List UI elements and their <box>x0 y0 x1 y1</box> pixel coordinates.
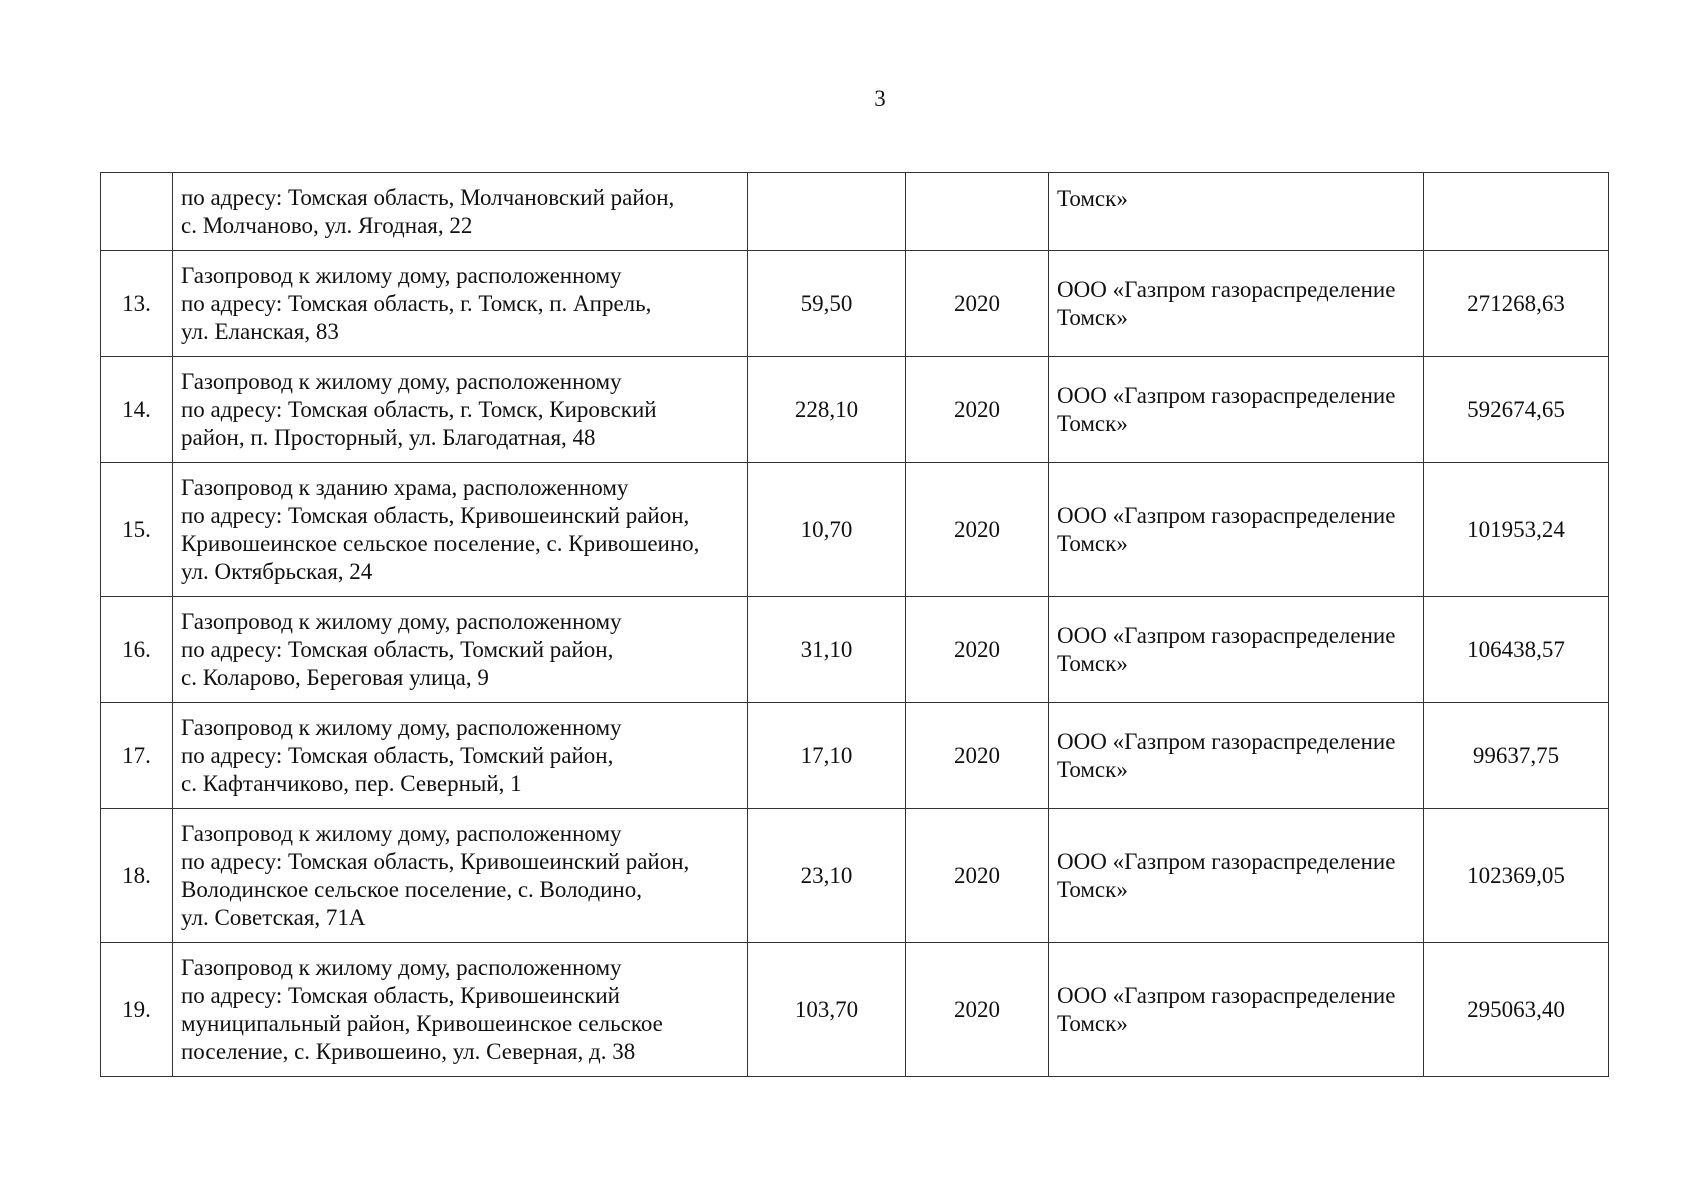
object-name-line: Володинское сельское поселение, с. Володино, <box>181 876 642 902</box>
page-number: 3 <box>874 86 886 111</box>
object-name-cell <box>173 463 748 597</box>
organization-cell <box>1049 251 1424 357</box>
year-cell: 2020 <box>906 251 1049 357</box>
cost-cell: 102369,05 <box>1424 809 1609 943</box>
object-name-line: поселение, с. Кривошеино, ул. Северная, д. 38 <box>181 1038 636 1064</box>
length-cell: 31,10 <box>748 597 906 703</box>
object-name-line: Газопровод к жилому дому, расположенному <box>181 368 622 394</box>
year-cell: 2020 <box>906 463 1049 597</box>
year-cell: 2020 <box>906 943 1049 1077</box>
table-row <box>101 943 1609 1077</box>
length-cell: 103,70 <box>748 943 906 1077</box>
object-name-line: с. Коларово, Береговая улица, 9 <box>181 664 489 690</box>
organization-line: Томск» <box>1057 530 1128 556</box>
object-name-cell <box>173 943 748 1077</box>
organization-line: ООО «Газпром газораспределение <box>1057 622 1396 648</box>
table-row <box>101 357 1609 463</box>
cost-cell: 101953,24 <box>1424 463 1609 597</box>
object-name-cell <box>173 251 748 357</box>
organization-line: ООО «Газпром газораспределение <box>1057 382 1396 408</box>
object-name-line: по адресу: Томская область, Кривошеинский район, <box>181 502 690 528</box>
length-cell: 59,50 <box>748 251 906 357</box>
row-number-cell: 19. <box>101 943 173 1077</box>
cost-cell: 295063,40 <box>1424 943 1609 1077</box>
object-name-line: по адресу: Томская область, Томский район, <box>181 742 614 768</box>
object-name-line: по адресу: Томская область, Томский район, <box>181 636 614 662</box>
object-name-cell <box>173 597 748 703</box>
row-number-cell: 17. <box>101 703 173 809</box>
year-cell: 2020 <box>906 357 1049 463</box>
object-name-line: по адресу: Томская область, Кривошеинский район, <box>181 848 690 874</box>
organization-line: ООО «Газпром газораспределение <box>1057 848 1396 874</box>
year-cell: 2020 <box>906 809 1049 943</box>
cost-cell: 99637,75 <box>1424 703 1609 809</box>
length-cell <box>748 173 906 251</box>
organization-line: Томск» <box>1057 650 1128 676</box>
length-cell: 10,70 <box>748 463 906 597</box>
year-cell <box>906 173 1049 251</box>
year-cell: 2020 <box>906 703 1049 809</box>
year-cell: 2020 <box>906 597 1049 703</box>
object-name-line: с. Молчаново, ул. Ягодная, 22 <box>181 212 473 238</box>
cost-cell: 106438,57 <box>1424 597 1609 703</box>
organization-line: Томск» <box>1057 304 1128 330</box>
length-cell: 228,10 <box>748 357 906 463</box>
object-name-line: Газопровод к жилому дому, расположенному <box>181 714 622 740</box>
object-name-line: Газопровод к жилому дому, расположенному <box>181 262 622 288</box>
object-name-line: по адресу: Томская область, г. Томск, п. Апрель, <box>181 290 652 316</box>
length-cell: 23,10 <box>748 809 906 943</box>
organization-line: Томск» <box>1057 1010 1128 1036</box>
table-row <box>101 251 1609 357</box>
object-name-line: по адресу: Томская область, Молчановский район, <box>181 184 675 210</box>
object-name-cell <box>173 173 748 251</box>
row-number-cell: 16. <box>101 597 173 703</box>
object-name-line: ул. Октябрьская, 24 <box>181 558 373 584</box>
object-name-cell <box>173 809 748 943</box>
object-name-line: по адресу: Томская область, Кривошеинский <box>181 982 620 1008</box>
organization-cell <box>1049 703 1424 809</box>
table-row-continuation <box>101 173 1609 251</box>
object-name-line: Кривошеинское сельское поселение, с. Кривошеино, <box>181 530 700 556</box>
object-name-line: Газопровод к жилому дому, расположенному <box>181 608 622 634</box>
row-number-cell: 18. <box>101 809 173 943</box>
object-name-line: муниципальный район, Кривошеинское сельское <box>181 1010 663 1036</box>
cost-cell: 592674,65 <box>1424 357 1609 463</box>
row-number-cell: 15. <box>101 463 173 597</box>
organization-line: ООО «Газпром газораспределение <box>1057 982 1396 1008</box>
organization-line: ООО «Газпром газораспределение <box>1057 276 1396 302</box>
organization-line: ООО «Газпром газораспределение <box>1057 728 1396 754</box>
object-name-line: по адресу: Томская область, г. Томск, Кировский <box>181 396 657 422</box>
cost-cell <box>1424 173 1609 251</box>
organization-line: Томск» <box>1057 410 1128 436</box>
table-row <box>101 597 1609 703</box>
organization-cell <box>1049 173 1424 251</box>
organization-line: Томск» <box>1057 186 1128 211</box>
object-name-line: ул. Советская, 71А <box>181 904 366 930</box>
row-number-cell: 14. <box>101 357 173 463</box>
table-row <box>101 463 1609 597</box>
cost-cell: 271268,63 <box>1424 251 1609 357</box>
organization-cell <box>1049 357 1424 463</box>
organization-cell <box>1049 597 1424 703</box>
object-name-line: Газопровод к зданию храма, расположенному <box>181 474 629 500</box>
table-row <box>101 809 1609 943</box>
object-name-line: район, п. Просторный, ул. Благодатная, 48 <box>181 424 596 450</box>
object-name-line: ул. Еланская, 83 <box>181 318 339 344</box>
object-name-line: Газопровод к жилому дому, расположенному <box>181 820 622 846</box>
row-number-cell <box>101 173 173 251</box>
object-name-line: Газопровод к жилому дому, расположенному <box>181 954 622 980</box>
organization-cell <box>1049 809 1424 943</box>
table-row <box>101 703 1609 809</box>
object-name-cell <box>173 357 748 463</box>
length-cell: 17,10 <box>748 703 906 809</box>
organization-line: Томск» <box>1057 876 1128 902</box>
gas-pipeline-table <box>100 172 1609 1077</box>
organization-line: ООО «Газпром газораспределение <box>1057 502 1396 528</box>
object-name-line: с. Кафтанчиково, пер. Северный, 1 <box>181 770 522 796</box>
organization-cell <box>1049 943 1424 1077</box>
row-number-cell: 13. <box>101 251 173 357</box>
organization-line: Томск» <box>1057 756 1128 782</box>
organization-cell <box>1049 463 1424 597</box>
object-name-cell <box>173 703 748 809</box>
